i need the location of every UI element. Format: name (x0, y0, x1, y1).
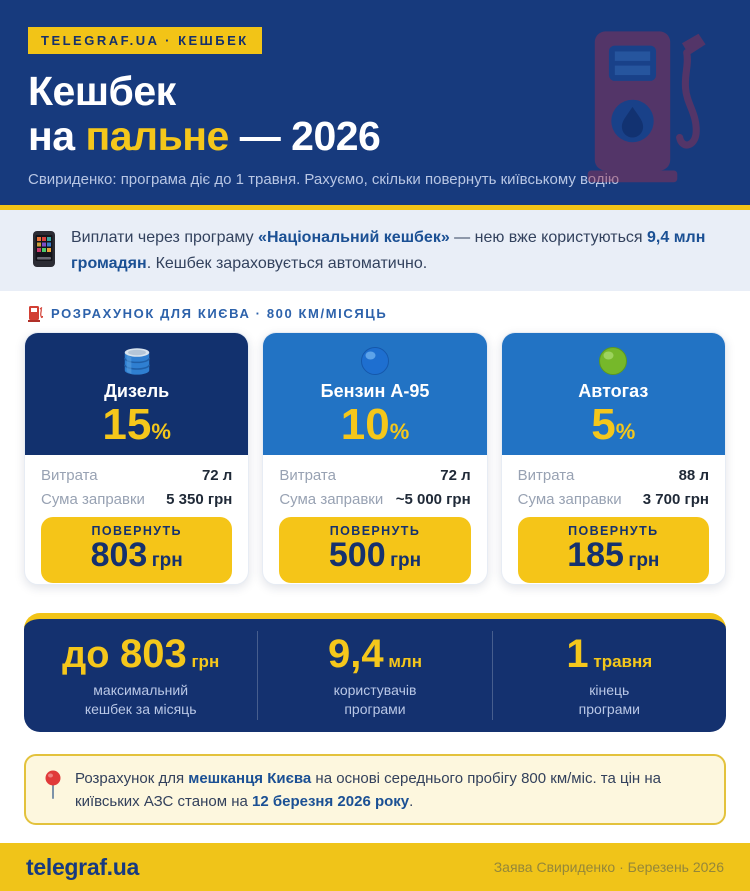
return-label: ПОВЕРНУТЬ (568, 523, 659, 538)
stat-label: кінець програми (578, 681, 640, 717)
pushpin-icon (44, 770, 62, 805)
stat-row (41, 491, 232, 508)
fuel-card-autogas (501, 332, 726, 585)
note-bold-resident: мешканця Києва (188, 770, 312, 788)
row-label: Сума заправки (517, 490, 622, 508)
fuel-name: Автогаз (578, 380, 649, 401)
fuel-card-petrol (262, 332, 487, 585)
return-amount: 500 грн (328, 535, 422, 574)
row-value: 5 350 грн (166, 490, 233, 508)
fuel-card-diesel (24, 332, 249, 585)
note-text: Розрахунок для мешканця Києва на основі середнього пробігу 800 км/міс. та цін на київських АЗС станом на 12 березня 2026 року. (75, 770, 662, 810)
stat-row (518, 491, 709, 508)
row-label: Витрата (41, 466, 98, 484)
intro-bold-program: «Національний кешбек» (258, 229, 450, 246)
stat-users: 9,4 млн користувачів програми (257, 631, 491, 721)
footer (0, 843, 750, 891)
green-circle-icon (598, 345, 628, 377)
note-box (24, 754, 726, 825)
blue-circle-icon (360, 345, 390, 377)
title-line2-suffix: — 2026 (228, 113, 381, 160)
fuel-cards (0, 332, 750, 585)
row-value: 72 л (201, 466, 233, 484)
card-header (263, 333, 486, 455)
stat-label: користувачів програми (333, 681, 417, 717)
return-amount-badge (279, 517, 470, 583)
phone-icon (32, 230, 56, 273)
row-label: Сума заправки (41, 490, 145, 508)
footer-brand: telegraf.ua (26, 853, 140, 880)
card-header (25, 333, 248, 455)
title-line2-prefix: на (28, 113, 86, 160)
subtitle: Свириденко: програма діє до 1 травня. Рахуємо, скільки повернуть київському водію (28, 171, 620, 189)
row-label: Витрата (279, 466, 336, 484)
return-label: ПОВЕРНУТЬ (329, 523, 421, 538)
title-highlight: пальне (85, 113, 229, 160)
header (0, 0, 750, 205)
title-line1: Кешбек (28, 68, 176, 114)
note-bold-date: 12 березня 2026 року (252, 792, 410, 810)
return-amount-badge (41, 517, 232, 583)
stat-row (279, 491, 470, 508)
section-label-text: РОЗРАХУНОК ДЛЯ КИЄВА · 800 КМ/МІСЯЦЬ (51, 305, 388, 321)
cashback-percent: 15% (102, 399, 171, 449)
row-label: Витрата (517, 466, 575, 484)
row-value: 72 л (440, 466, 471, 484)
stat-end-date: 1 травня кінець програми (492, 631, 726, 721)
fuel-name: Дизель (104, 380, 170, 401)
oil-barrel-icon (121, 345, 153, 377)
stat-max-cashback: до 803 грн максимальний кешбек за місяць (24, 631, 257, 721)
cashback-percent: 10% (340, 399, 410, 449)
intro-bold-users: 9,4 млн громадян (71, 229, 706, 272)
section-header (0, 291, 750, 332)
card-body (25, 455, 248, 583)
row-value: 88 л (678, 466, 709, 484)
return-amount: 185 грн (567, 535, 660, 574)
stat-row (41, 467, 232, 484)
fuel-pump-icon (574, 22, 724, 187)
return-amount: 803 грн (90, 535, 183, 574)
row-value: 3 700 грн (642, 490, 709, 508)
intro-banner (0, 210, 750, 291)
brand-badge: TELEGRAF.UA · КЕШБЕК (28, 27, 262, 54)
stats-bar (24, 613, 726, 733)
stat-row (279, 467, 470, 484)
footer-credit: Заява Свириденко · Березень 2026 (493, 859, 724, 876)
fuel-name: Бензин А-95 (320, 380, 430, 401)
fuel-pump-small-icon (28, 305, 43, 322)
return-amount-badge (518, 517, 709, 583)
stat-row (518, 467, 709, 484)
return-label: ПОВЕРНУТЬ (91, 523, 182, 538)
card-body (263, 455, 486, 583)
intro-text: Виплати через програму «Національний кешбек» — нею вже користуються 9,4 млн громадян. Кешбек зараховується автоматично. (71, 229, 706, 272)
cashback-percent: 5% (591, 399, 636, 449)
row-label: Сума заправки (279, 490, 384, 508)
card-body (502, 455, 725, 583)
card-header (502, 333, 725, 455)
stat-label: максимальний кешбек за місяць (84, 681, 197, 717)
row-value: ~5 000 грн (395, 490, 471, 508)
